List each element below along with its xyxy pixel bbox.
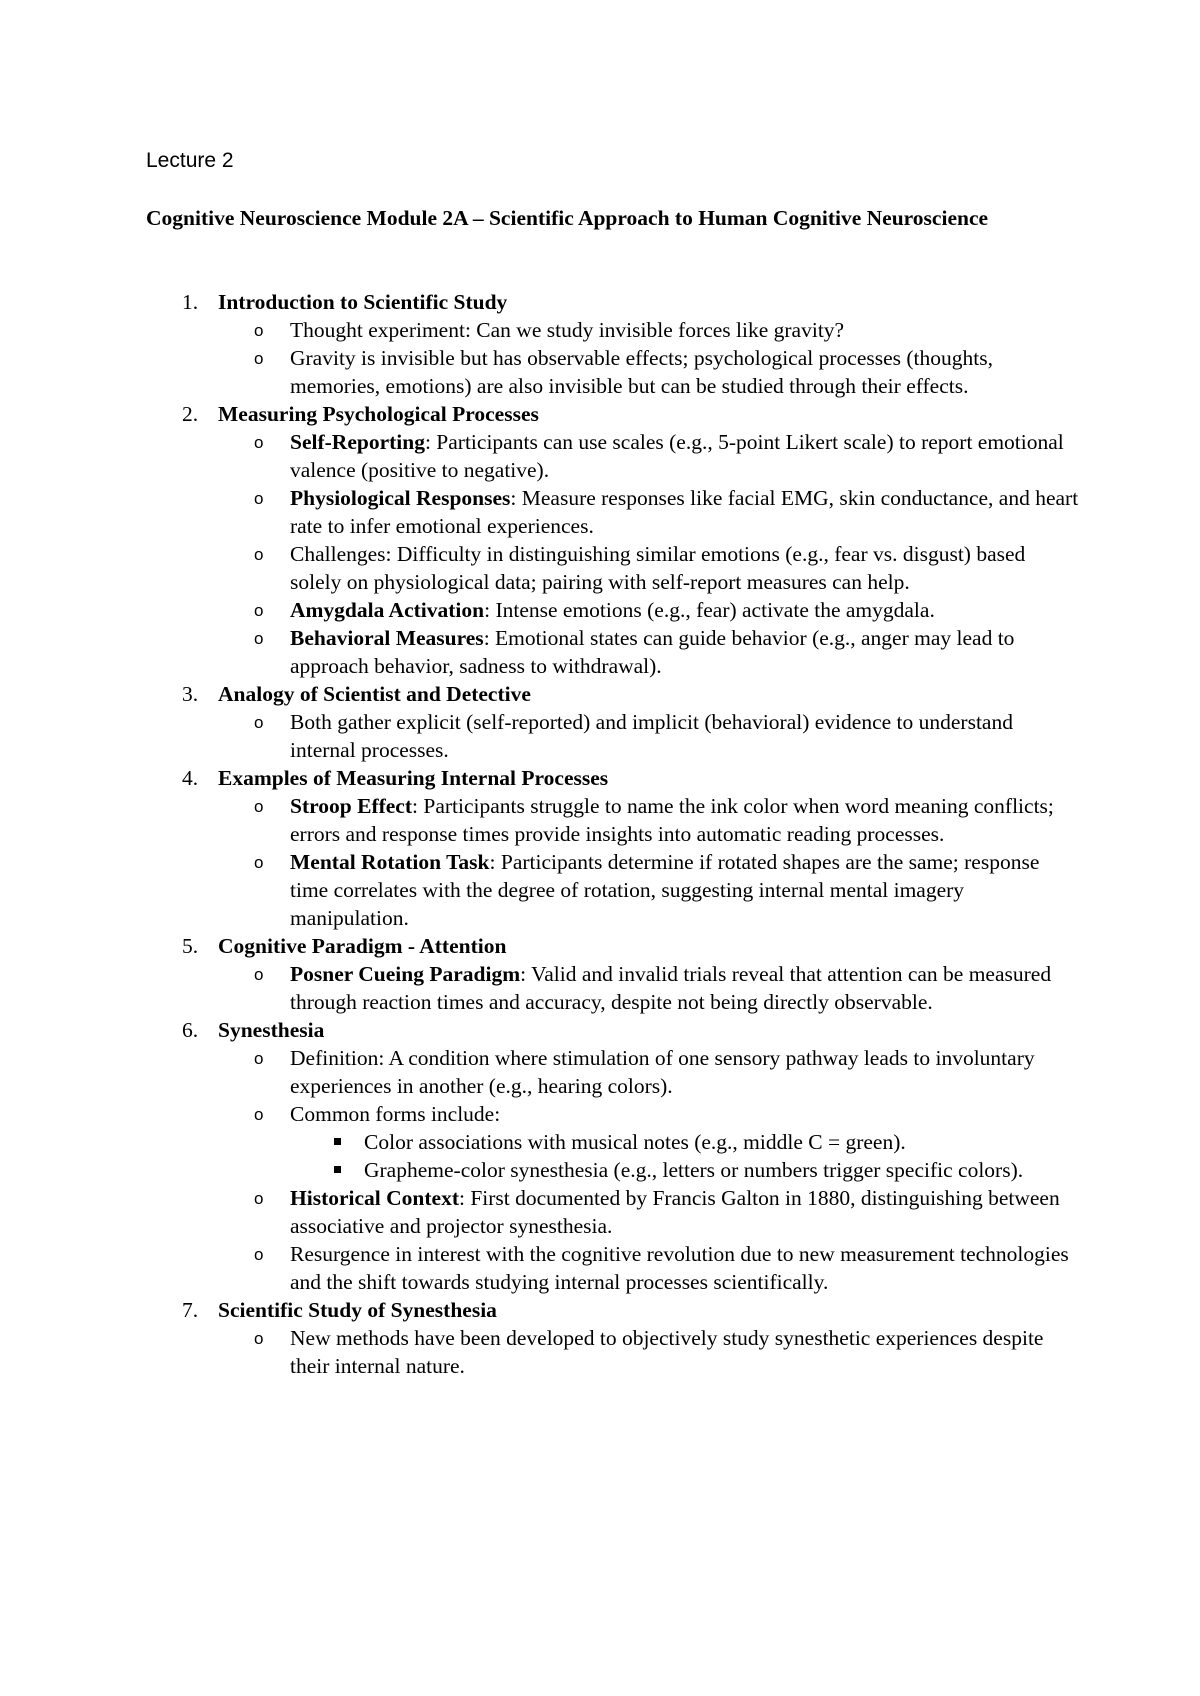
list-item <box>146 484 1080 540</box>
sub-list-item <box>146 1156 1080 1184</box>
section-title: Analogy of Scientist and Detective <box>218 682 531 706</box>
term-label: Mental Rotation Task <box>290 850 490 874</box>
term-label: Amygdala Activation <box>290 598 485 622</box>
circle-bullet-icon: o <box>254 545 264 564</box>
item-text: : Measure responses like facial EMG, skin conductance, and heart rate to infer emotional experiences. <box>290 486 1079 538</box>
section-number: 5. <box>182 934 199 958</box>
list-item <box>146 1100 1080 1128</box>
square-bullet-icon <box>334 1138 341 1145</box>
circle-bullet-icon: o <box>254 1105 264 1124</box>
outline-list <box>146 288 1080 1380</box>
section-number: 3. <box>182 682 199 706</box>
section-heading <box>146 764 1080 792</box>
item-text: Resurgence in interest with the cognitive revolution due to new measurement technologies and the shift towards studying internal processes scientifically. <box>290 1242 1069 1294</box>
list-item <box>146 1184 1080 1240</box>
circle-bullet-icon: o <box>254 433 264 452</box>
sub-item-text: Color associations with musical notes (e.g., middle C = green). <box>364 1130 906 1154</box>
item-text: : Emotional states can guide behavior (e.g., anger may lead to approach behavior, sadness to withdrawal). <box>290 626 1015 678</box>
section-heading <box>146 288 1080 316</box>
item-text: Gravity is invisible but has observable effects; psychological processes (thoughts, memories, emotions) are also invisible but can be studied through their effects. <box>290 346 993 398</box>
item-text: : Participants can use scales (e.g., 5-point Likert scale) to report emotional valence (positive to negative). <box>290 430 1064 482</box>
item-text: Definition: A condition where stimulation of one sensory pathway leads to involuntary experiences in another (e.g., hearing colors). <box>290 1046 1035 1098</box>
section-number: 7. <box>182 1298 199 1322</box>
list-item <box>146 344 1080 400</box>
list-item <box>146 1240 1080 1296</box>
circle-bullet-icon: o <box>254 1189 264 1208</box>
item-text: : Participants struggle to name the ink color when word meaning conflicts; errors and response times provide insights into automatic reading processes. <box>290 794 1054 846</box>
list-item <box>146 708 1080 764</box>
list-item <box>146 792 1080 848</box>
item-text: Both gather explicit (self-reported) and implicit (behavioral) evidence to understand internal processes. <box>290 710 1013 762</box>
list-item <box>146 1044 1080 1100</box>
section-heading <box>146 1296 1080 1324</box>
term-label: Self-Reporting <box>290 430 425 454</box>
section-heading <box>146 1016 1080 1044</box>
list-item <box>146 428 1080 484</box>
sub-list-item <box>146 1128 1080 1156</box>
section-title: Examples of Measuring Internal Processes <box>218 766 609 790</box>
item-text: New methods have been developed to objectively study synesthetic experiences despite their internal nature. <box>290 1326 1044 1378</box>
circle-bullet-icon: o <box>254 321 264 340</box>
circle-bullet-icon: o <box>254 965 264 984</box>
document-title: Cognitive Neuroscience Module 2A – Scientific Approach to Human Cognitive Neuroscience <box>146 206 989 230</box>
circle-bullet-icon: o <box>254 629 264 648</box>
term-label: Stroop Effect <box>290 794 413 818</box>
circle-bullet-icon: o <box>254 853 264 872</box>
list-item <box>146 596 1080 624</box>
item-text: : Valid and invalid trials reveal that attention can be measured through reaction times and accuracy, despite not being directly observable. <box>290 962 1052 1014</box>
section-title: Introduction to Scientific Study <box>218 290 508 314</box>
item-text: : Participants determine if rotated shapes are the same; response time correlates with the degree of rotation, suggesting internal mental imagery manipulation. <box>290 850 1040 930</box>
list-item <box>146 624 1080 680</box>
sub-item-text: Grapheme-color synesthesia (e.g., letters or numbers trigger specific colors). <box>364 1158 1024 1182</box>
list-item <box>146 960 1080 1016</box>
lecture-label: Lecture 2 <box>146 149 234 172</box>
term-label: Physiological Responses <box>290 486 511 510</box>
circle-bullet-icon: o <box>254 713 264 732</box>
section-number: 1. <box>182 290 199 314</box>
list-item <box>146 540 1080 596</box>
list-item <box>146 1324 1080 1380</box>
item-text: Common forms include: <box>290 1102 501 1126</box>
item-text: : First documented by Francis Galton in 1880, distinguishing between associative and projector synesthesia. <box>290 1186 1060 1238</box>
circle-bullet-icon: o <box>254 489 264 508</box>
item-text: Thought experiment: Can we study invisible forces like gravity? <box>290 318 845 342</box>
term-label: Historical Context <box>290 1186 459 1210</box>
circle-bullet-icon: o <box>254 349 264 368</box>
term-label: Behavioral Measures <box>290 626 484 650</box>
list-item <box>146 848 1080 932</box>
item-text: Challenges: Difficulty in distinguishing similar emotions (e.g., fear vs. disgust) based solely on physiological data; pairing with self-report measures can help. <box>290 542 1026 594</box>
item-text: : Intense emotions (e.g., fear) activate the amygdala. <box>484 598 935 622</box>
section-number: 6. <box>182 1018 199 1042</box>
circle-bullet-icon: o <box>254 797 264 816</box>
circle-bullet-icon: o <box>254 1049 264 1068</box>
section-title: Synesthesia <box>218 1018 325 1042</box>
circle-bullet-icon: o <box>254 601 264 620</box>
section-heading <box>146 400 1080 428</box>
list-item <box>146 316 1080 344</box>
section-number: 2. <box>182 402 199 426</box>
section-number: 4. <box>182 766 199 790</box>
section-title: Scientific Study of Synesthesia <box>218 1298 497 1322</box>
circle-bullet-icon: o <box>254 1245 264 1264</box>
section-heading <box>146 680 1080 708</box>
circle-bullet-icon: o <box>254 1329 264 1348</box>
term-label: Posner Cueing Paradigm <box>290 962 521 986</box>
square-bullet-icon <box>334 1166 341 1173</box>
section-heading <box>146 932 1080 960</box>
section-title: Cognitive Paradigm - Attention <box>218 934 507 958</box>
section-title: Measuring Psychological Processes <box>218 402 539 426</box>
